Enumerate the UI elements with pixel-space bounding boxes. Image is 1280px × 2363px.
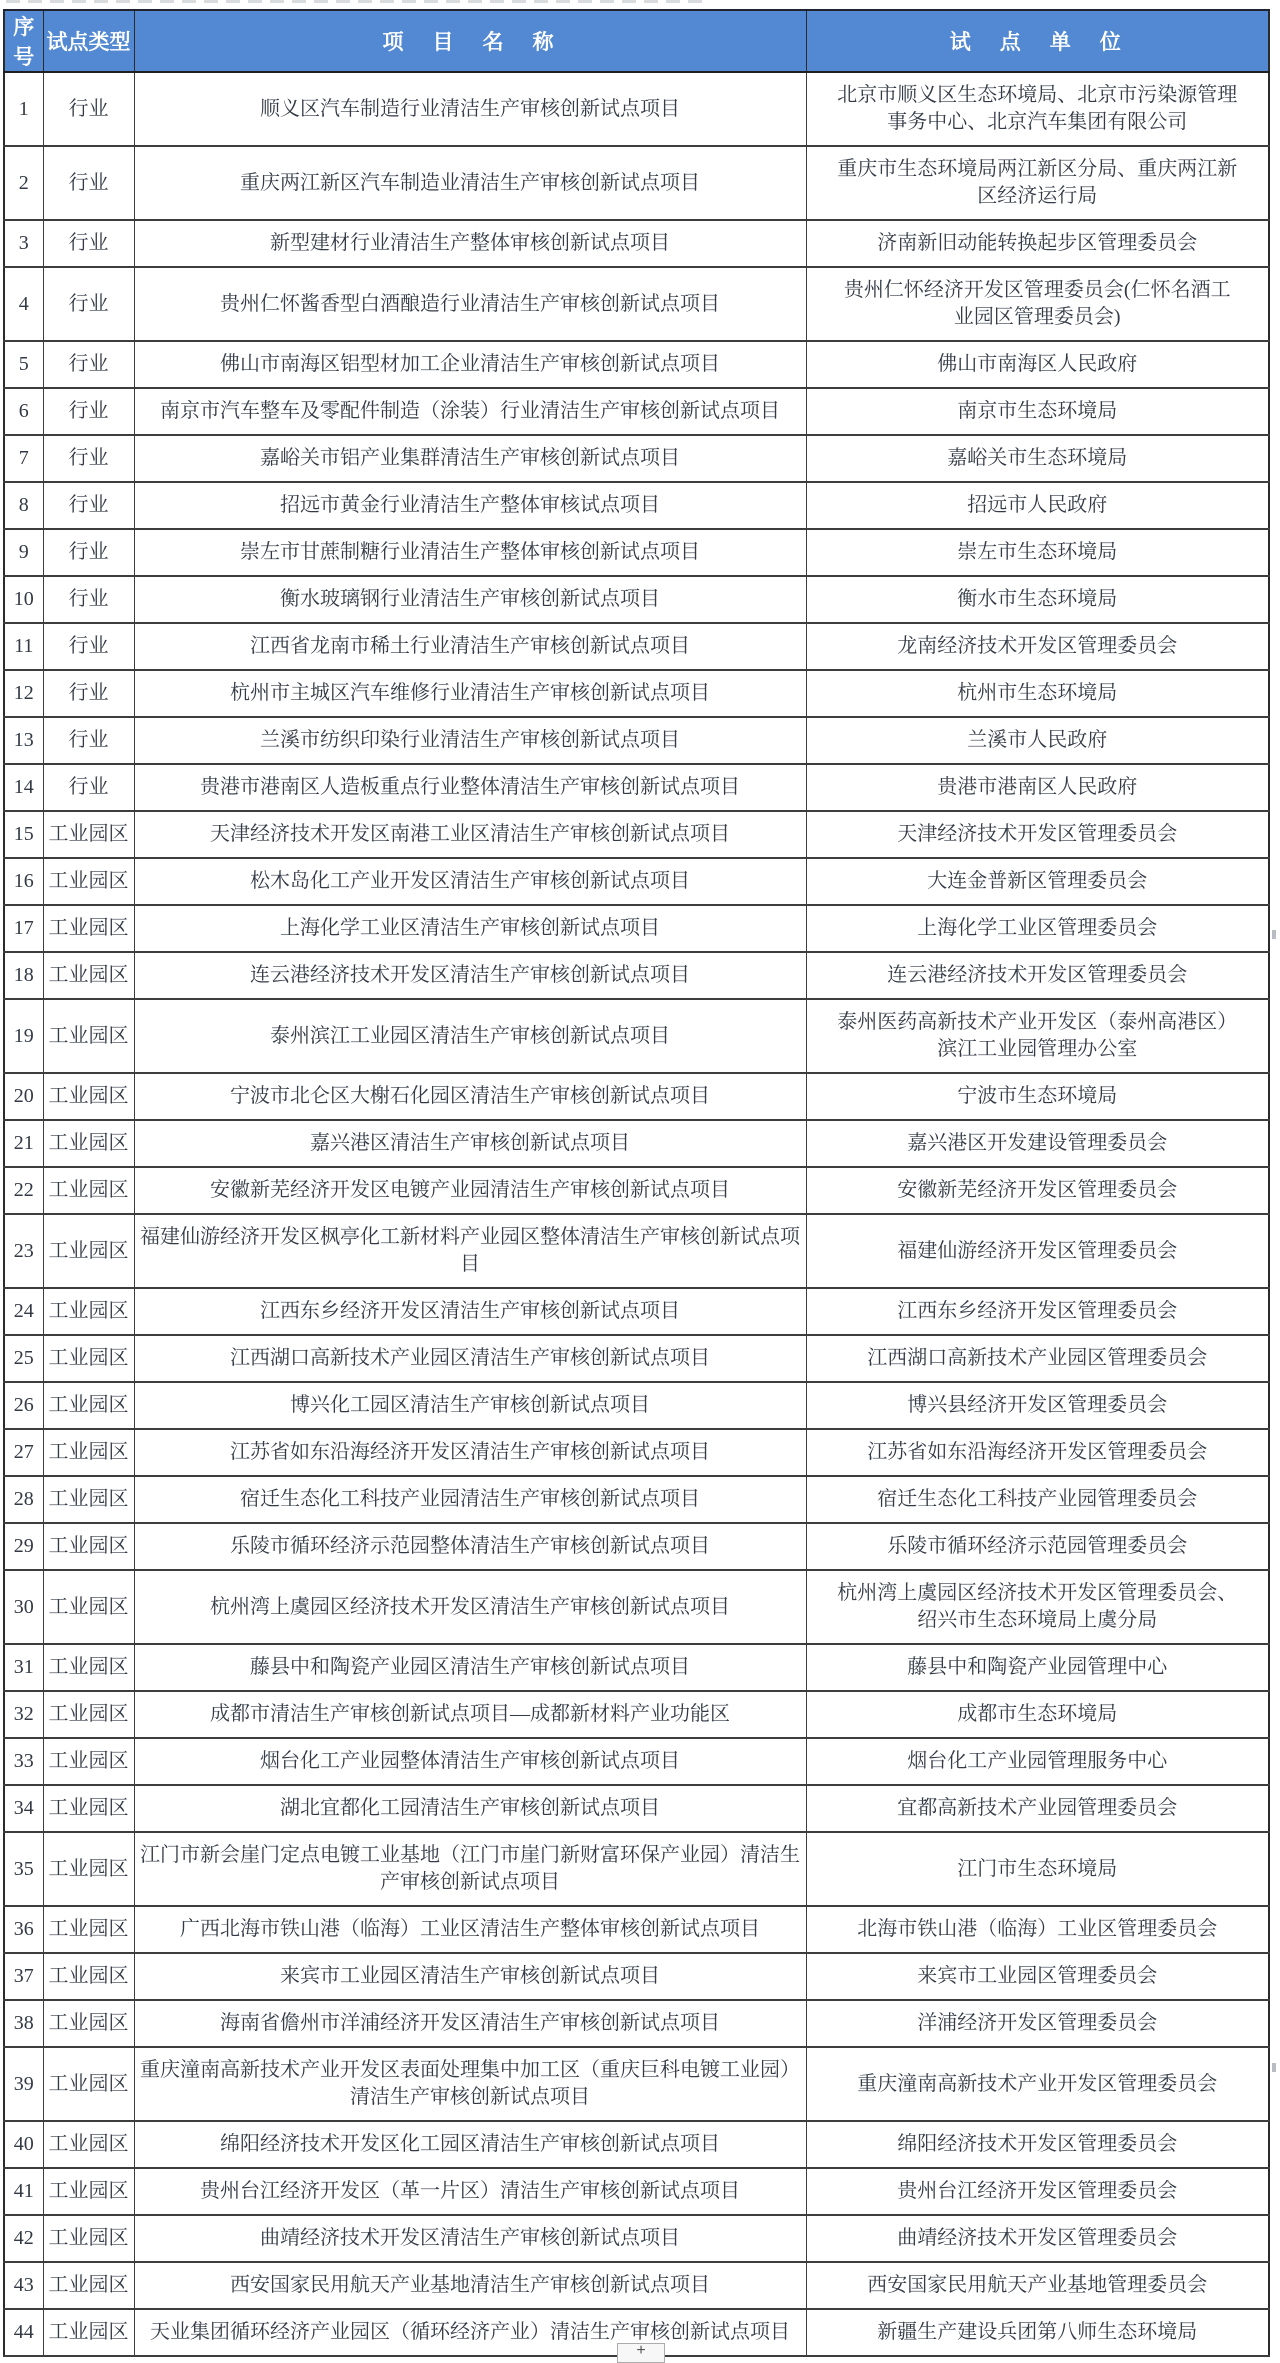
cell-pilot-type: 工业园区 [43,1832,134,1906]
table-row [4,1785,1269,1832]
cell-pilot-unit: 泰州医药高新技术产业开发区（泰州高港区）滨江工业园管理办公室 [806,999,1269,1073]
cell-index: 1 [4,72,43,146]
table-row [4,1167,1269,1214]
cell-project-name: 江门市新会崖门定点电镀工业基地（江门市崖门新财富环保产业园）清洁生产审核创新试点项目 [134,1832,806,1906]
table-row [4,623,1269,670]
cell-index: 33 [4,1738,43,1785]
cell-pilot-type: 工业园区 [43,1214,134,1288]
cell-project-name: 博兴化工园区清洁生产审核创新试点项目 [134,1382,806,1429]
table-row [4,341,1269,388]
table-row [4,2215,1269,2262]
cell-pilot-type: 工业园区 [43,1570,134,1644]
cell-index: 2 [4,146,43,220]
table-row [4,717,1269,764]
scrollbar-artifact [1272,2063,1276,2072]
cell-pilot-type: 工业园区 [43,1691,134,1738]
cell-pilot-unit: 重庆市生态环境局两江新区分局、重庆两江新区经济运行局 [806,146,1269,220]
cell-project-name: 泰州滨江工业园区清洁生产审核创新试点项目 [134,999,806,1073]
cell-index: 31 [4,1644,43,1691]
table-row [4,1691,1269,1738]
table-row [4,1120,1269,1167]
cell-project-name: 重庆潼南高新技术产业开发区表面处理集中加工区（重庆巨科电镀工业园）清洁生产审核创新试点项目 [134,2047,806,2121]
table-row [4,858,1269,905]
cell-pilot-type: 工业园区 [43,1335,134,1382]
cell-pilot-unit: 贵州仁怀经济开发区管理委员会(仁怀名酒工业园区管理委员会) [806,267,1269,341]
cell-pilot-type: 行业 [43,388,134,435]
table-row [4,146,1269,220]
cell-project-name: 嘉峪关市铝产业集群清洁生产审核创新试点项目 [134,435,806,482]
cell-pilot-unit: 大连金普新区管理委员会 [806,858,1269,905]
header-row [4,10,1269,72]
table-body [4,72,1269,2356]
table-row [4,1570,1269,1644]
cell-project-name: 广西北海市铁山港（临海）工业区清洁生产整体审核创新试点项目 [134,1906,806,1953]
pilot-projects-table [3,9,1270,2357]
cell-index: 34 [4,1785,43,1832]
cell-project-name: 贵州台江经济开发区（革一片区）清洁生产审核创新试点项目 [134,2168,806,2215]
cell-index: 8 [4,482,43,529]
cell-project-name: 连云港经济技术开发区清洁生产审核创新试点项目 [134,952,806,999]
cell-pilot-unit: 江门市生态环境局 [806,1832,1269,1906]
cell-pilot-unit: 宁波市生态环境局 [806,1073,1269,1120]
table-row [4,764,1269,811]
cell-pilot-unit: 安徽新芜经济开发区管理委员会 [806,1167,1269,1214]
cell-index: 16 [4,858,43,905]
cell-pilot-type: 工业园区 [43,858,134,905]
cell-index: 35 [4,1832,43,1906]
table-row [4,1476,1269,1523]
cell-pilot-unit: 贵州台江经济开发区管理委员会 [806,2168,1269,2215]
cell-pilot-type: 工业园区 [43,2047,134,2121]
cell-index: 42 [4,2215,43,2262]
table-row [4,267,1269,341]
cell-pilot-unit: 上海化学工业区管理委员会 [806,905,1269,952]
table-row [4,1523,1269,1570]
cell-index: 19 [4,999,43,1073]
cell-index: 21 [4,1120,43,1167]
cell-pilot-unit: 烟台化工产业园管理服务中心 [806,1738,1269,1785]
cell-index: 22 [4,1167,43,1214]
cell-project-name: 来宾市工业园区清洁生产审核创新试点项目 [134,1953,806,2000]
cell-index: 37 [4,1953,43,2000]
table-row [4,2047,1269,2121]
cell-index: 4 [4,267,43,341]
cell-index: 13 [4,717,43,764]
cell-project-name: 衡水玻璃钢行业清洁生产审核创新试点项目 [134,576,806,623]
table-row [4,905,1269,952]
cell-pilot-type: 行业 [43,72,134,146]
cell-pilot-unit: 北京市顺义区生态环境局、北京市污染源管理事务中心、北京汽车集团有限公司 [806,72,1269,146]
cell-project-name: 江西湖口高新技术产业园区清洁生产审核创新试点项目 [134,1335,806,1382]
cell-pilot-unit: 江苏省如东沿海经济开发区管理委员会 [806,1429,1269,1476]
cell-index: 23 [4,1214,43,1288]
col-header-index: 序号 [4,10,43,72]
cell-pilot-unit: 成都市生态环境局 [806,1691,1269,1738]
cell-pilot-type: 工业园区 [43,2168,134,2215]
cell-project-name: 贵港市港南区人造板重点行业整体清洁生产审核创新试点项目 [134,764,806,811]
cell-pilot-unit: 宜都高新技术产业园管理委员会 [806,1785,1269,1832]
cell-index: 28 [4,1476,43,1523]
cell-pilot-type: 行业 [43,670,134,717]
cell-project-name: 宿迁生态化工科技产业园清洁生产审核创新试点项目 [134,1476,806,1523]
table-row [4,388,1269,435]
cell-pilot-type: 行业 [43,146,134,220]
cell-pilot-type: 工业园区 [43,1738,134,1785]
plus-icon: + [636,2342,646,2359]
cell-project-name: 松木岛化工产业开发区清洁生产审核创新试点项目 [134,858,806,905]
cell-index: 40 [4,2121,43,2168]
col-header-project-name: 项 目 名 称 [134,10,806,72]
cell-pilot-type: 工业园区 [43,2121,134,2168]
cell-pilot-unit: 乐陵市循环经济示范园管理委员会 [806,1523,1269,1570]
cell-index: 27 [4,1429,43,1476]
cell-pilot-type: 工业园区 [43,1288,134,1335]
cell-index: 36 [4,1906,43,1953]
table-row [4,2262,1269,2309]
table-row [4,1832,1269,1906]
cell-index: 17 [4,905,43,952]
cell-pilot-unit: 西安国家民用航天产业基地管理委员会 [806,2262,1269,2309]
cell-pilot-unit: 济南新旧动能转换起步区管理委员会 [806,220,1269,267]
table-row [4,529,1269,576]
cell-pilot-type: 行业 [43,717,134,764]
cell-index: 43 [4,2262,43,2309]
cell-pilot-type: 工业园区 [43,2215,134,2262]
cell-pilot-type: 行业 [43,267,134,341]
cell-pilot-unit: 贵港市港南区人民政府 [806,764,1269,811]
table-row [4,482,1269,529]
cell-pilot-unit: 招远市人民政府 [806,482,1269,529]
cell-pilot-unit: 南京市生态环境局 [806,388,1269,435]
scrollbar-artifact [1272,930,1276,939]
cell-pilot-type: 工业园区 [43,999,134,1073]
table-row [4,576,1269,623]
cell-pilot-type: 行业 [43,529,134,576]
cell-pilot-type: 行业 [43,482,134,529]
cell-project-name: 崇左市甘蔗制糖行业清洁生产整体审核创新试点项目 [134,529,806,576]
cell-pilot-type: 工业园区 [43,952,134,999]
cell-project-name: 乐陵市循环经济示范园整体清洁生产审核创新试点项目 [134,1523,806,1570]
table-row [4,2168,1269,2215]
cell-pilot-type: 工业园区 [43,1644,134,1691]
cell-index: 15 [4,811,43,858]
cell-index: 29 [4,1523,43,1570]
table-row [4,2121,1269,2168]
table-row [4,811,1269,858]
table-row [4,999,1269,1073]
cell-project-name: 海南省儋州市洋浦经济开发区清洁生产审核创新试点项目 [134,2000,806,2047]
cell-project-name: 宁波市北仑区大榭石化园区清洁生产审核创新试点项目 [134,1073,806,1120]
cell-project-name: 招远市黄金行业清洁生产整体审核试点项目 [134,482,806,529]
cell-pilot-unit: 曲靖经济技术开发区管理委员会 [806,2215,1269,2262]
cell-index: 7 [4,435,43,482]
cell-pilot-unit: 洋浦经济开发区管理委员会 [806,2000,1269,2047]
cell-project-name: 湖北宜都化工园清洁生产审核创新试点项目 [134,1785,806,1832]
cell-pilot-unit: 连云港经济技术开发区管理委员会 [806,952,1269,999]
cell-project-name: 福建仙游经济开发区枫亭化工新材料产业园区整体清洁生产审核创新试点项目 [134,1214,806,1288]
cell-pilot-type: 工业园区 [43,1382,134,1429]
col-header-pilot-type: 试点类型 [43,10,134,72]
cell-pilot-type: 行业 [43,623,134,670]
cell-project-name: 杭州市主城区汽车维修行业清洁生产审核创新试点项目 [134,670,806,717]
cell-pilot-type: 工业园区 [43,1953,134,2000]
cell-pilot-unit: 嘉峪关市生态环境局 [806,435,1269,482]
cell-pilot-type: 工业园区 [43,1429,134,1476]
cell-index: 25 [4,1335,43,1382]
cell-pilot-unit: 杭州湾上虞园区经济技术开发区管理委员会、绍兴市生态环境局上虞分局 [806,1570,1269,1644]
cell-pilot-type: 行业 [43,576,134,623]
cell-pilot-unit: 龙南经济技术开发区管理委员会 [806,623,1269,670]
cell-pilot-unit: 江西东乡经济开发区管理委员会 [806,1288,1269,1335]
cell-pilot-unit: 江西湖口高新技术产业园区管理委员会 [806,1335,1269,1382]
cell-index: 5 [4,341,43,388]
cell-pilot-type: 工业园区 [43,1523,134,1570]
cell-project-name: 成都市清洁生产审核创新试点项目—成都新材料产业功能区 [134,1691,806,1738]
cell-project-name: 绵阳经济技术开发区化工园区清洁生产审核创新试点项目 [134,2121,806,2168]
cell-pilot-unit: 崇左市生态环境局 [806,529,1269,576]
cell-pilot-unit: 宿迁生态化工科技产业园管理委员会 [806,1476,1269,1523]
cell-pilot-type: 工业园区 [43,2000,134,2047]
table-row [4,1335,1269,1382]
cell-pilot-unit: 来宾市工业园区管理委员会 [806,1953,1269,2000]
cell-project-name: 上海化学工业区清洁生产审核创新试点项目 [134,905,806,952]
cell-index: 39 [4,2047,43,2121]
cell-pilot-unit: 杭州市生态环境局 [806,670,1269,717]
cell-project-name: 安徽新芜经济开发区电镀产业园清洁生产审核创新试点项目 [134,1167,806,1214]
col-header-pilot-unit: 试 点 单 位 [806,10,1269,72]
cell-index: 38 [4,2000,43,2047]
table-row [4,1644,1269,1691]
cell-pilot-type: 工业园区 [43,2309,134,2356]
cell-index: 24 [4,1288,43,1335]
table-row [4,1429,1269,1476]
table-row [4,1288,1269,1335]
cell-index: 20 [4,1073,43,1120]
cell-pilot-type: 工业园区 [43,1073,134,1120]
cell-pilot-unit: 博兴县经济开发区管理委员会 [806,1382,1269,1429]
cell-project-name: 嘉兴港区清洁生产审核创新试点项目 [134,1120,806,1167]
cell-pilot-unit: 新疆生产建设兵团第八师生态环境局 [806,2309,1269,2356]
cropped-content-remnant [6,0,706,3]
cell-pilot-type: 工业园区 [43,1120,134,1167]
table-row [4,952,1269,999]
cell-pilot-type: 工业园区 [43,905,134,952]
cell-pilot-unit: 福建仙游经济开发区管理委员会 [806,1214,1269,1288]
cell-index: 41 [4,2168,43,2215]
cell-project-name: 兰溪市纺织印染行业清洁生产审核创新试点项目 [134,717,806,764]
table-row [4,1953,1269,2000]
cell-pilot-unit: 嘉兴港区开发建设管理委员会 [806,1120,1269,1167]
cell-pilot-unit: 北海市铁山港（临海）工业区管理委员会 [806,1906,1269,1953]
cell-pilot-unit: 佛山市南海区人民政府 [806,341,1269,388]
cell-index: 30 [4,1570,43,1644]
cell-pilot-type: 行业 [43,435,134,482]
cell-pilot-type: 工业园区 [43,1785,134,1832]
cell-project-name: 南京市汽车整车及零配件制造（涂装）行业清洁生产审核创新试点项目 [134,388,806,435]
cell-index: 9 [4,529,43,576]
cell-project-name: 顺义区汽车制造行业清洁生产审核创新试点项目 [134,72,806,146]
cell-project-name: 江西省龙南市稀土行业清洁生产审核创新试点项目 [134,623,806,670]
table-row [4,1073,1269,1120]
table-row [4,1214,1269,1288]
cell-project-name: 西安国家民用航天产业基地清洁生产审核创新试点项目 [134,2262,806,2309]
table-row [4,1738,1269,1785]
cell-index: 3 [4,220,43,267]
cell-project-name: 天业集团循环经济产业园区（循环经济产业）清洁生产审核创新试点项目 [134,2309,806,2356]
cell-index: 6 [4,388,43,435]
cell-pilot-type: 行业 [43,764,134,811]
cell-index: 26 [4,1382,43,1429]
table-row [4,1382,1269,1429]
cell-pilot-unit: 绵阳经济技术开发区管理委员会 [806,2121,1269,2168]
cell-project-name: 江西东乡经济开发区清洁生产审核创新试点项目 [134,1288,806,1335]
cell-index: 10 [4,576,43,623]
table-row [4,670,1269,717]
cell-index: 14 [4,764,43,811]
cell-pilot-type: 工业园区 [43,1167,134,1214]
table-row [4,72,1269,146]
cell-project-name: 曲靖经济技术开发区清洁生产审核创新试点项目 [134,2215,806,2262]
cell-project-name: 贵州仁怀酱香型白酒酿造行业清洁生产审核创新试点项目 [134,267,806,341]
cell-project-name: 杭州湾上虞园区经济技术开发区清洁生产审核创新试点项目 [134,1570,806,1644]
cell-index: 44 [4,2309,43,2356]
table-row [4,2000,1269,2047]
cell-pilot-type: 行业 [43,341,134,388]
cell-index: 32 [4,1691,43,1738]
cell-pilot-unit: 兰溪市人民政府 [806,717,1269,764]
cell-project-name: 新型建材行业清洁生产整体审核创新试点项目 [134,220,806,267]
cell-project-name: 藤县中和陶瓷产业园区清洁生产审核创新试点项目 [134,1644,806,1691]
table-row [4,220,1269,267]
cell-index: 11 [4,623,43,670]
cell-pilot-unit: 天津经济技术开发区管理委员会 [806,811,1269,858]
cell-pilot-unit: 藤县中和陶瓷产业园管理中心 [806,1644,1269,1691]
cell-project-name: 天津经济技术开发区南港工业区清洁生产审核创新试点项目 [134,811,806,858]
add-button-partial[interactable] [617,2343,665,2363]
cell-pilot-type: 工业园区 [43,1906,134,1953]
cell-pilot-type: 行业 [43,220,134,267]
cell-project-name: 烟台化工产业园整体清洁生产审核创新试点项目 [134,1738,806,1785]
cell-project-name: 重庆两江新区汽车制造业清洁生产审核创新试点项目 [134,146,806,220]
cell-project-name: 江苏省如东沿海经济开发区清洁生产审核创新试点项目 [134,1429,806,1476]
table-row [4,1906,1269,1953]
cell-pilot-type: 工业园区 [43,2262,134,2309]
cell-project-name: 佛山市南海区铝型材加工企业清洁生产审核创新试点项目 [134,341,806,388]
cell-pilot-unit: 衡水市生态环境局 [806,576,1269,623]
cell-pilot-type: 工业园区 [43,811,134,858]
cell-pilot-unit: 重庆潼南高新技术产业开发区管理委员会 [806,2047,1269,2121]
cell-index: 18 [4,952,43,999]
cell-index: 12 [4,670,43,717]
table-row [4,435,1269,482]
cell-pilot-type: 工业园区 [43,1476,134,1523]
